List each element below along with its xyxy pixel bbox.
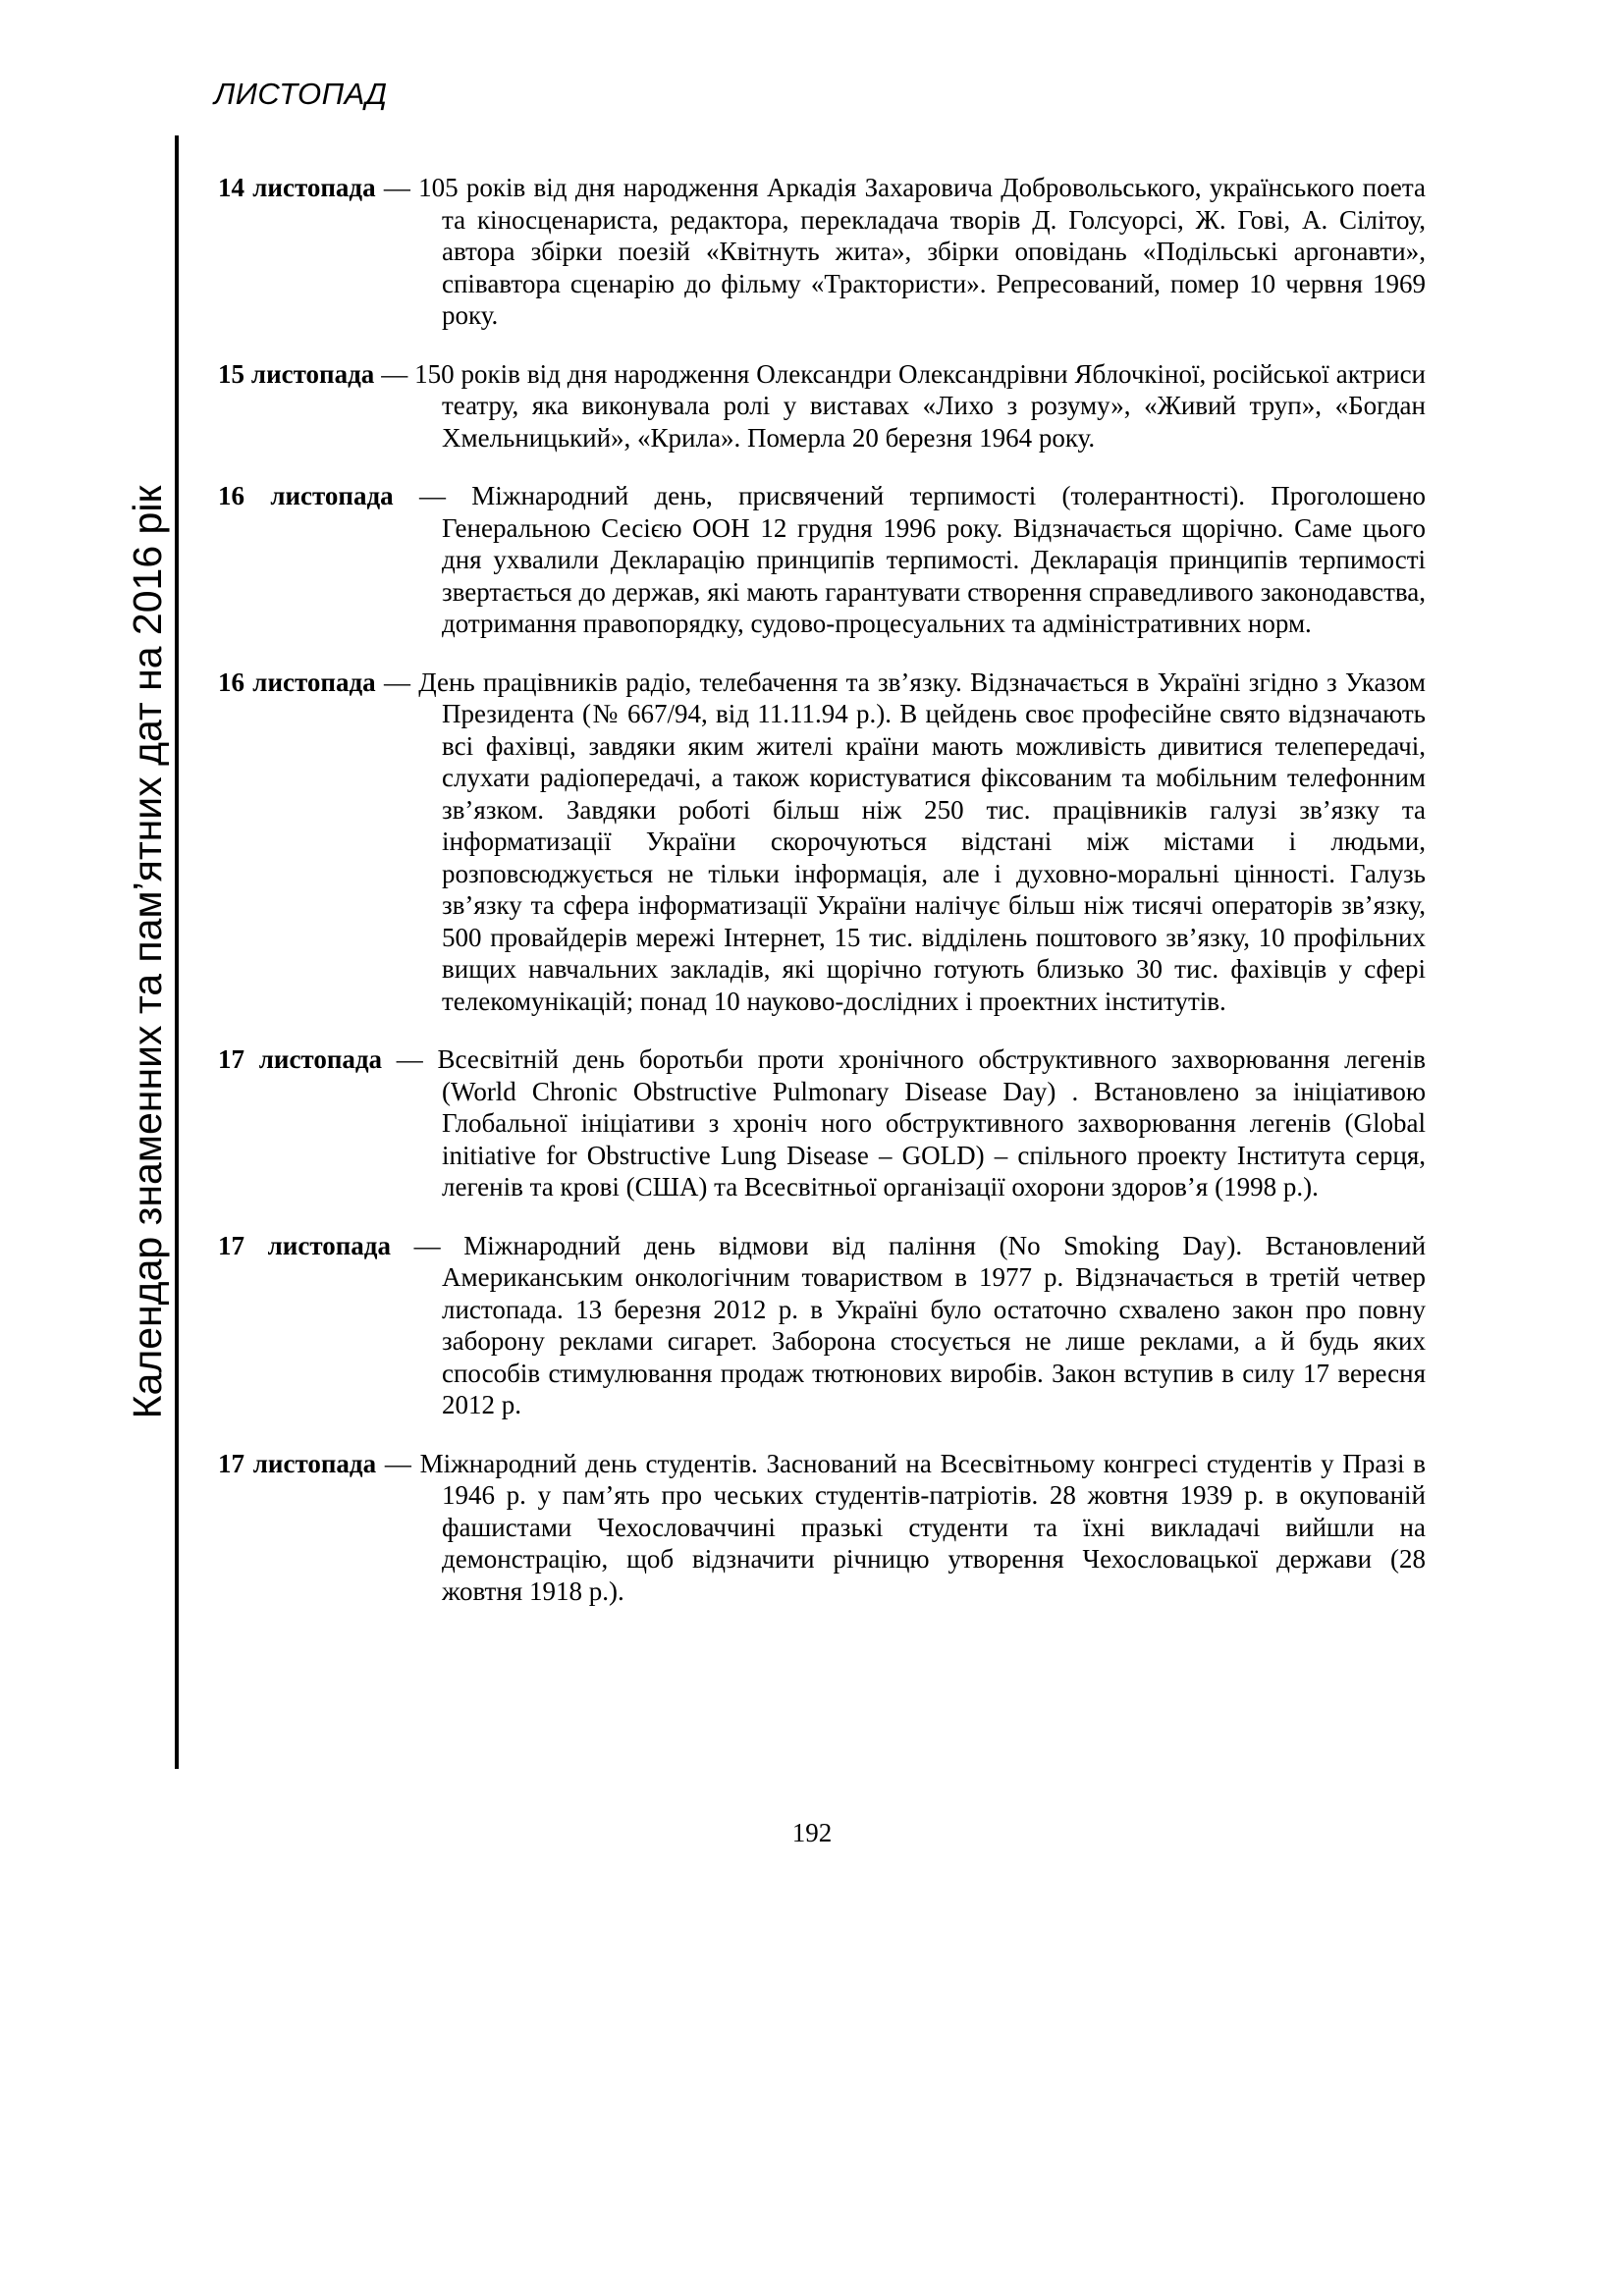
entry-text: — Міжнародний день студентів. Заснований на Всесвітньому конгресі студентів у Празі в 1946 р. у пам’ять про чеських студентів-патріотів. 28 жовтня 1939 р. в окупованій фашистами Чехословаччині празькі студенти та їхні викладачі вийшли на демонстрацію, щоб відзначити річницю утворення Чехословацької держави (28 жовтня 1918 р.).	[384, 1448, 1426, 1606]
entry-text: — День працівників радіо, телебачення та зв’язку. Відзначається в Україні згідно з Указом Президента (№ 667/94, від 11.11.94 р.). В цейдень своє професійне свято відзначають всі фахівці, завдяки яким жителі країни мають можливість дивитися телепередачі, слухати радіопередачі, а також користуватися фіксованим та мобільним телефонним зв’язком. Завдяки роботі більш ніж 250 тис. працівників галузі зв’язку та інформатизації України скорочуються відстані між містами і людьми, розповсюджується не тільки інформація, але і духовно-моральні цінності. Галузь зв’язку та сфера інформатизації України налічує більш ніж тисячі операторів зв’язку, 500 провайдерів мережі Інтернет, 15 тис. відділень поштового зв’язку, 10 профільних вищих навчальних закладів, які щорічно готують близько 30 тис. фахівців у сфері телекомунікацій; понад 10 науково-дослідних і проектних інститутів.	[383, 667, 1427, 1016]
running-header: ЛИСТОПАД	[214, 77, 388, 111]
entry-text: — Міжнародний день відмови від паління (No Smoking Day). Встановлений Американським онкологічним товариством в 1977 р. Відзначається в третій четвер листопада. 13 березня 2012 р. в Україні було остаточно схвалено закон про повну заборону реклами сигарет. Заборона стосується не лише реклами, а й будь яких способів стимулювання продаж тютюнових виробів. Закон вступив в силу 17 вересня 2012 р.	[413, 1230, 1427, 1419]
entry-date: 17 листопада	[218, 1044, 383, 1074]
entry-date: 17 листопада	[218, 1230, 391, 1260]
side-title: Календар знаменних та пам’ятних дат на 2016 рік	[125, 485, 170, 1419]
entry-date: 17 листопада	[218, 1448, 377, 1478]
page-number: 192	[791, 1818, 833, 1847]
entry	[218, 172, 1426, 332]
entry-text: — Міжнародний день, присвячений терпимості (толерантності). Проголошено Генеральною Сесією ООН 12 грудня 1996 року. Відзначається щорічно. Саме цього дня ухвалили Декларацію принципів терпимості. Декларація принципів терпимості звертається до держав, які мають гарантувати створення справедливого законодавства, дотримання правопорядку, судово-процесуальних та адміністративних норм.	[418, 481, 1427, 638]
entry-text: — 150 років від дня народження Олександри Олександрівни Яблочкіної, російської актриси театру, яка виконувала ролі у виставах «Лихо з розуму», «Живий труп», «Богдан Хмельницький», «Крила». Померла 20 березня 1964 року.	[381, 358, 1427, 453]
entries-list	[218, 145, 1426, 1615]
entry	[218, 1230, 1426, 1421]
entry-date: 16 листопада	[218, 481, 394, 510]
entry	[218, 480, 1426, 640]
entry-date: 15 листопада	[218, 358, 375, 389]
entry	[218, 667, 1426, 1018]
entry-text: — Всесвітній день боротьби проти хронічного обструктивного захворювання легенів (World Chronic Obstructive Pulmonary Disease Day) . Встановлено за ініціативою Глобальної ініціативи з хроніч ного обструктивного захворювання легенів (Global initiative for Obstructive Lung Disease – GOLD) – спільного проекту Інститута серця, легенів та крові (США) та Всесвітньої організації охорони здоров’я (1998 р.).	[396, 1044, 1426, 1201]
entry	[218, 358, 1426, 454]
entry-text: — 105 років від дня народження Аркадія Захаровича Добровольського, українського поета та кіносценариста, редактора, перекладача творів Д. Голсуорсі, Ж. Гові, А. Сілітоу, автора збірки поезій «Квітнуть жита», збірки оповідань «Подільські аргонавти», співавтора сценарію до фільму «Трактористи». Репресований, помер 10 червня 1969 року.	[383, 173, 1427, 330]
entry-date: 14 листопада	[218, 173, 376, 202]
entry	[218, 1043, 1426, 1203]
entry-date: 16 листопада	[218, 667, 376, 697]
entry	[218, 1448, 1426, 1608]
